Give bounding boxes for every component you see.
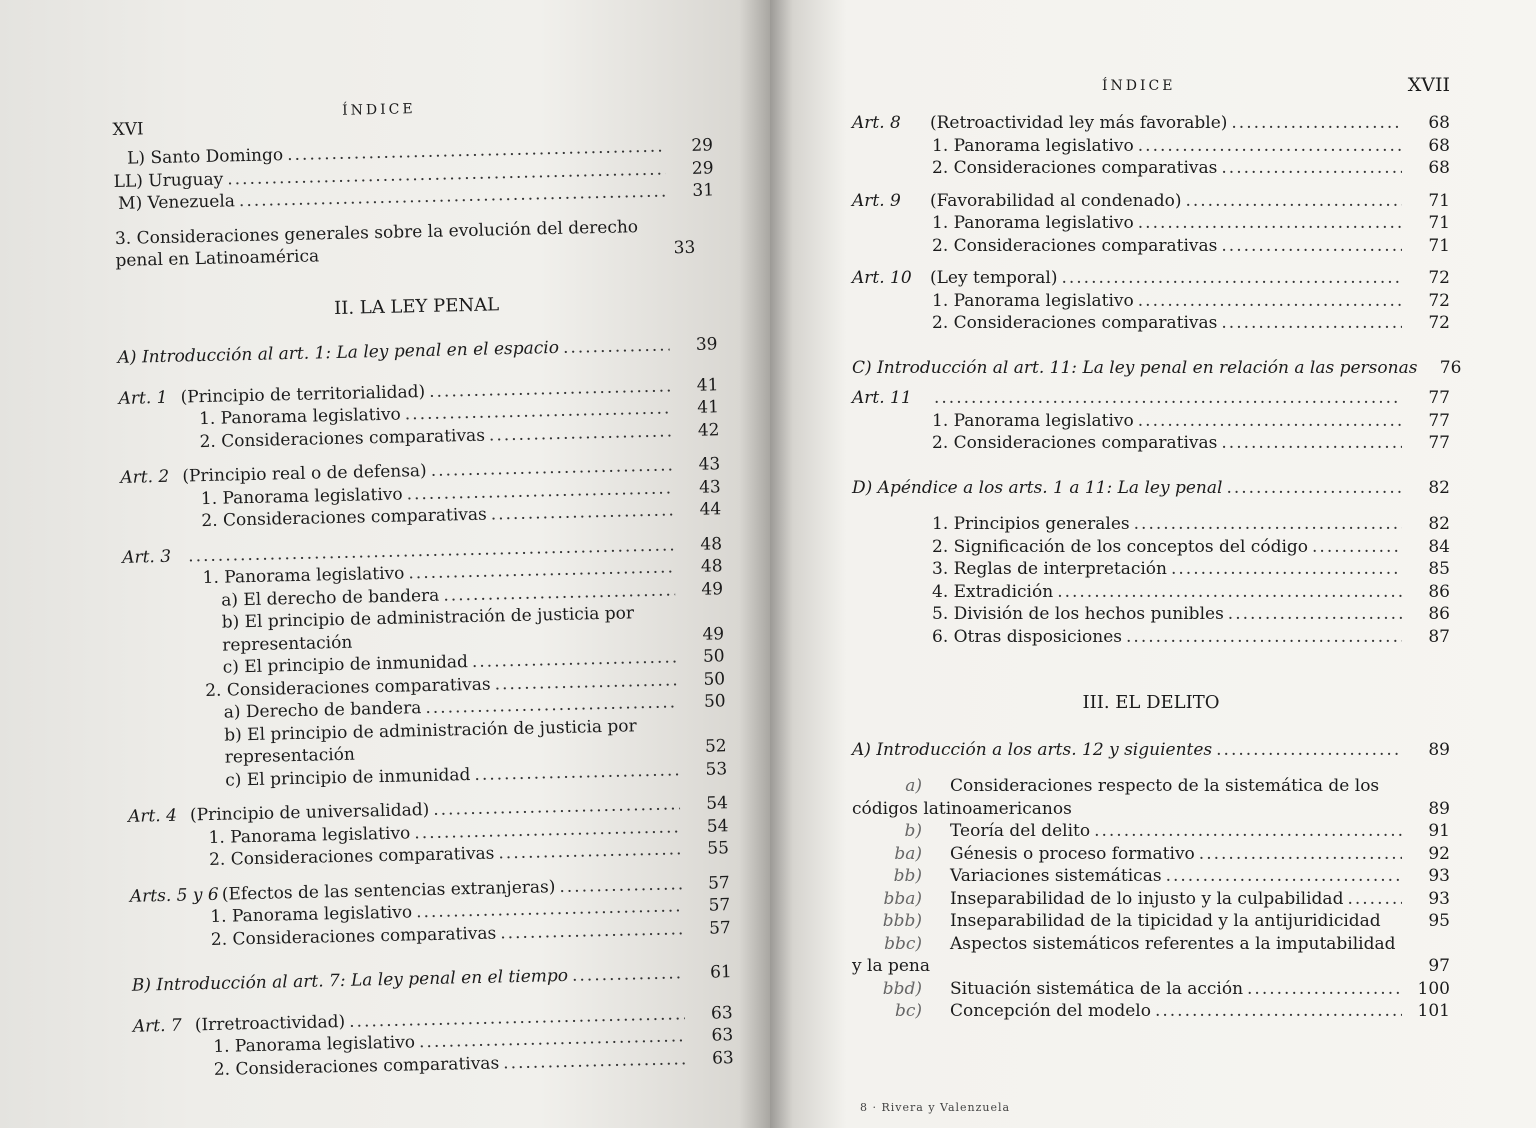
entry-page: 43 (698, 476, 721, 498)
entry-page: 42 (697, 419, 720, 441)
right-page (770, 0, 1536, 1128)
toc-entry[interactable] (852, 410, 1450, 433)
entry-page: 77 (1428, 388, 1450, 408)
entry-page: 52 (704, 736, 727, 757)
toc-entry-article[interactable] (852, 267, 1450, 290)
section-heading: II. LA LEY PENAL (333, 293, 500, 319)
toc-entry-wrapped[interactable] (852, 933, 1450, 978)
entry-page: 33 (673, 237, 696, 259)
entry-label: Inseparabilidad de la tipicidad y la antijuridicidad (950, 911, 1381, 931)
article-label: Art. 10 (852, 268, 912, 288)
entry-page: 86 (1428, 604, 1450, 624)
entry-label: Variaciones sistemáticas (950, 866, 1162, 886)
entry-label: M) Venezuela (117, 191, 236, 214)
article-label: Art. 7 (132, 1015, 182, 1037)
toc-entry[interactable] (852, 235, 1450, 258)
entry-label: 2. Consideraciones comparativas (199, 425, 486, 452)
entry-page: 71 (1428, 213, 1450, 233)
entry-label: b) El principio de administración de justicia por representación (224, 715, 637, 768)
entry-label: A) Introducción al art. 1: La ley penal en el espacio (117, 337, 560, 368)
entry-page: 49 (702, 623, 725, 645)
entry-label: (Ley temporal) (930, 268, 1058, 288)
toc-entry[interactable] (852, 1000, 1450, 1023)
article-label: Art. 11 (852, 388, 912, 408)
entry-page: 89 (1428, 798, 1450, 819)
entry-label: Situación sistemática de la acción (950, 978, 1244, 999)
entry-label: a) Derecho de bandera (223, 698, 422, 723)
entry-page: 57 (707, 872, 730, 894)
toc-entry[interactable] (852, 888, 1450, 911)
entry-page: 49 (701, 578, 724, 600)
entry-label: 1. Panorama legislativo (932, 213, 1134, 233)
article-label: Art. 3 (121, 546, 172, 568)
toc-entry[interactable] (852, 603, 1450, 626)
entry-page: 82 (1428, 514, 1450, 534)
entry-label: (Efectos de las sentencias extranjeras) (221, 876, 556, 905)
toc-entry[interactable] (852, 432, 1450, 455)
entry-page: 72 (1428, 290, 1450, 311)
toc-entry-intro[interactable] (852, 477, 1450, 500)
entry-page: 77 (1428, 433, 1450, 453)
entry-page: 84 (1428, 536, 1450, 557)
entry-label: 2. Consideraciones comparativas (210, 922, 497, 950)
entry-label: 2. Consideraciones comparativas (205, 674, 491, 701)
entry-page: 50 (703, 668, 726, 690)
toc-entry-intro[interactable] (852, 739, 1450, 762)
entry-label: L) Santo Domingo (126, 145, 284, 169)
entry-label: 4. Extradición (932, 581, 1054, 602)
entry-page: 43 (698, 454, 721, 475)
toc-entry[interactable] (852, 157, 1450, 180)
entry-label: Concepción del modelo (950, 1001, 1151, 1021)
item-marker: bbb) (882, 911, 922, 931)
article-label: Art. 1 (118, 387, 168, 409)
entry-label: 2. Consideraciones comparativas (932, 158, 1218, 178)
toc-entry[interactable] (852, 581, 1450, 604)
entry-page: 48 (700, 533, 723, 555)
entry-page: 53 (705, 758, 728, 780)
entry-page: 63 (710, 1002, 733, 1024)
item-marker: bbd) (882, 978, 922, 999)
item-marker: bba) (883, 888, 922, 909)
item-marker: bc) (894, 1001, 922, 1021)
entry-page: 89 (1428, 739, 1450, 760)
entry-label: 2. Consideraciones comparativas (932, 235, 1218, 256)
entry-page: 31 (692, 180, 715, 201)
entry-page: 63 (711, 1047, 734, 1069)
entry-page: 87 (1428, 626, 1450, 647)
entry-label: 2. Consideraciones comparativas (213, 1052, 500, 1080)
entry-label: D) Apéndice a los arts. 1 a 11: La ley penal (852, 477, 1223, 498)
entry-page: 95 (1428, 911, 1450, 931)
entry-page: 91 (1428, 821, 1450, 841)
entry-label: 1. Panorama legislativo (210, 902, 413, 927)
item-marker: bbc) (884, 933, 922, 954)
entry-page: 92 (1428, 843, 1450, 864)
entry-label: 6. Otras disposiciones (932, 626, 1123, 647)
toc-entry-article[interactable] (852, 387, 1450, 410)
entry-label: (Principio de universalidad) (189, 799, 430, 826)
page-footer: 8 · Rivera y Valenzuela (860, 1101, 1011, 1114)
entry-label: 1. Panorama legislativo (198, 404, 402, 430)
item-marker: a) (905, 776, 922, 796)
entry-page: 61 (709, 962, 732, 983)
entry-label: 2. Consideraciones comparativas (932, 433, 1218, 453)
section-heading: III. EL DELITO (1082, 692, 1220, 713)
article-label: Art. 8 (852, 113, 901, 133)
entry-label: 2. Significación de los conceptos del código (932, 536, 1309, 557)
entry-label: 5. División de los hechos punibles (932, 604, 1224, 624)
entry-page: 29 (691, 157, 714, 179)
entry-page: 57 (708, 895, 731, 916)
entry-page: 100 (1417, 978, 1450, 999)
entry-label: b) El principio de administración de justicia por representación (221, 603, 635, 656)
toc-entry[interactable] (852, 865, 1450, 888)
entry-label: 1. Panorama legislativo (932, 290, 1134, 311)
toc-entry[interactable] (852, 978, 1450, 1001)
entry-page: 101 (1417, 1001, 1450, 1021)
entry-page: 82 (1428, 477, 1450, 498)
toc-entry[interactable] (852, 513, 1450, 536)
entry-page: 68 (1428, 135, 1450, 156)
entry-page: 93 (1428, 866, 1450, 886)
entry-label: (Principio de territorialidad) (180, 381, 426, 408)
entry-page: 55 (707, 838, 730, 859)
entry-page: 68 (1428, 158, 1450, 178)
entry-label: 1. Panorama legislativo (932, 135, 1134, 156)
entry-page: 39 (695, 334, 718, 355)
entry-page: 63 (711, 1025, 734, 1046)
entry-label: (Retroactividad ley más favorable) (930, 113, 1228, 133)
entry-page: 97 (1428, 956, 1450, 976)
entry-page: 85 (1428, 559, 1450, 579)
entry-page: 48 (700, 556, 723, 577)
entry-label: 2. Consideraciones comparativas (932, 313, 1218, 333)
entry-label: B) Introducción al art. 7: La ley penal en el tiempo (131, 965, 569, 996)
entry-page: 50 (703, 691, 726, 712)
entry-label: c) El principio de inmunidad (225, 764, 471, 791)
toc-entry[interactable] (852, 558, 1450, 581)
entry-page: 29 (691, 135, 714, 156)
running-title: ÍNDICE (341, 101, 416, 119)
entry-page: 50 (702, 646, 725, 667)
toc-entry-wrapped[interactable] (852, 775, 1450, 820)
entry-label: C) Introducción al art. 11: La ley penal en relación a las personas (852, 357, 1418, 378)
entry-label: 1. Panorama legislativo (932, 410, 1134, 431)
running-title: ÍNDICE (1102, 78, 1176, 94)
entry-page: 68 (1428, 113, 1450, 133)
entry-label: 3. Consideraciones generales sobre la evolución del derecho penal en Latinoamérica (114, 216, 639, 271)
entry-label: (Principio real o de defensa) (182, 460, 427, 487)
toc-entry-intro[interactable] (852, 357, 1462, 380)
entry-page: 86 (1428, 581, 1450, 602)
entry-label: 1. Panorama legislativo (202, 563, 405, 589)
page-number: XVII (1407, 74, 1450, 96)
entry-label: 3. Reglas de interpretación (932, 559, 1167, 579)
entry-label: c) El principio de inmunidad (222, 652, 469, 678)
entry-label: Inseparabilidad de lo injusto y la culpabilidad (950, 888, 1344, 909)
toc-entry[interactable] (852, 536, 1450, 559)
toc-entry-wrapped[interactable] (852, 910, 1450, 933)
entry-page: 77 (1428, 410, 1450, 431)
entry-page: 54 (706, 793, 729, 814)
entry-page: 41 (696, 374, 719, 396)
toc-entry[interactable] (852, 312, 1450, 335)
right-running-head (852, 72, 1450, 112)
right-page-content (852, 72, 1462, 1023)
entry-label: A) Introducción a los arts. 12 y siguientes (852, 739, 1213, 760)
article-label: Art. 2 (120, 466, 170, 488)
entry-page: 93 (1428, 888, 1450, 909)
toc-entry[interactable] (852, 626, 1450, 649)
item-marker: bb) (893, 866, 922, 886)
entry-label: 2. Consideraciones comparativas (208, 843, 495, 870)
entry-page: 44 (699, 499, 722, 520)
page-number: XVI (112, 119, 144, 140)
toc-entry-article[interactable] (852, 190, 1450, 213)
entry-page: 76 (1439, 357, 1462, 378)
entry-label: a) El derecho de bandera (220, 585, 440, 611)
article-label: Art. 4 (127, 805, 178, 827)
entry-page: 54 (706, 815, 729, 837)
entry-page: 41 (697, 397, 720, 418)
entry-label: 1. Principios generales (932, 514, 1130, 534)
toc-entry-article[interactable] (852, 112, 1450, 135)
entry-label: Génesis o proceso formativo (950, 843, 1195, 864)
entry-page: 71 (1428, 235, 1450, 256)
entry-label: (Favorabilidad al condenado) (930, 190, 1182, 211)
entry-label: Aspectos sistemáticos referentes a la imputabilidad y la pena (852, 933, 1396, 976)
entry-label: LL) Uruguay (113, 168, 224, 192)
article-label: Art. 9 (852, 190, 901, 211)
item-marker: b) (904, 821, 922, 841)
entry-page: 57 (708, 917, 731, 939)
entry-label: 1. Panorama legislativo (208, 822, 411, 848)
entry-page: 71 (1428, 190, 1450, 211)
entry-page: 72 (1428, 268, 1450, 288)
toc-entry[interactable] (852, 843, 1450, 866)
toc-entry[interactable] (852, 820, 1450, 843)
entry-label: 1. Panorama legislativo (200, 484, 403, 509)
entry-label: Teoría del delito (950, 821, 1091, 841)
toc-entry[interactable] (852, 212, 1450, 235)
entry-label: (Irretroactividad) (194, 1011, 346, 1035)
toc-entry[interactable] (852, 135, 1450, 158)
entry-label: 1. Panorama legislativo (213, 1032, 416, 1057)
toc-entry[interactable] (852, 290, 1450, 313)
entry-page: 72 (1428, 313, 1450, 333)
item-marker: ba) (894, 843, 922, 864)
entry-label: 2. Consideraciones comparativas (201, 504, 487, 532)
left-page-content (112, 94, 734, 1082)
entry-label: Consideraciones respecto de la sistemática de los códigos latinoamericanos (852, 776, 1380, 819)
article-label: Arts. 5 y 6 (129, 884, 219, 907)
